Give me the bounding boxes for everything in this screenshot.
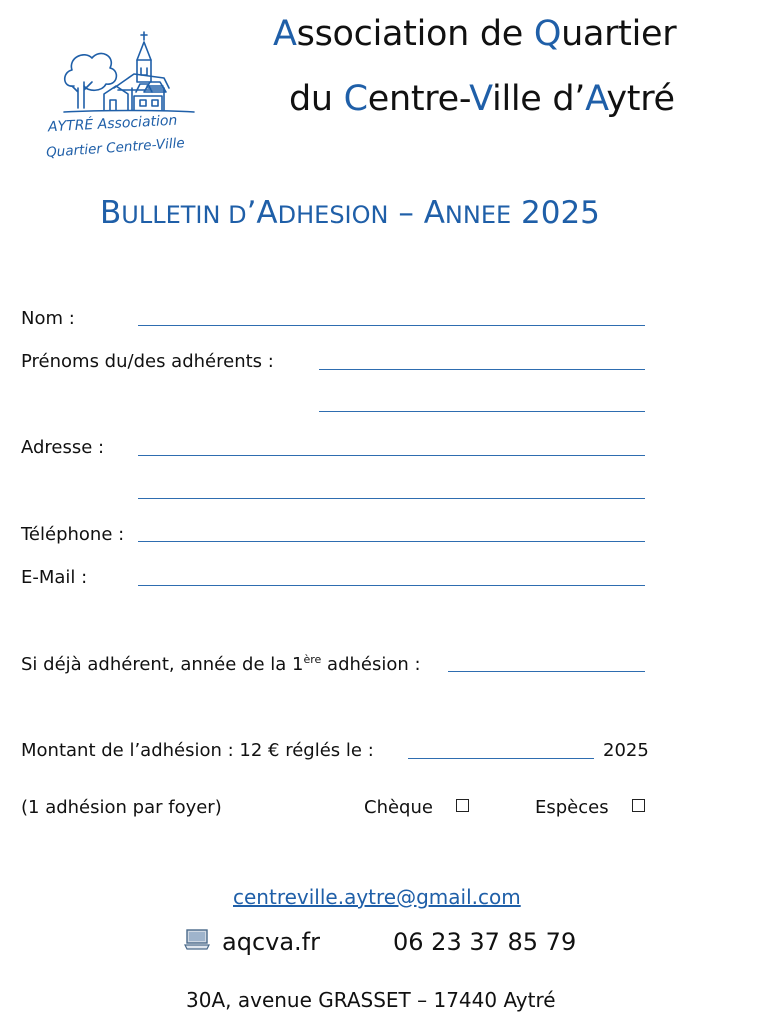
heading-smallcaps: DHESION [277,201,389,229]
association-logo [44,30,216,166]
logo-text-line1: AYTRÉ Association [47,112,178,136]
especes-option [535,797,645,818]
contact-email-link[interactable]: centreville.aytre@gmail.com [233,885,521,909]
prenoms-label: Prénoms du/des adhérents : [21,351,274,372]
postal-address: 30A, avenue GRASSET – 17440 Aytré [186,988,556,1012]
ordinal-suffix: ère [303,653,322,666]
adresse-field-line-2[interactable] [138,498,645,499]
computer-icon [184,929,210,951]
title-initial: Q [533,14,562,54]
prenoms-field-line-2[interactable] [319,411,645,412]
especes-label: Espèces [535,797,609,818]
association-title-line2 [289,79,675,119]
heading-smallcaps: NNEE [444,201,512,229]
first-membership-year-line[interactable] [448,671,645,672]
first-membership-label [21,653,421,675]
nom-field-line[interactable] [138,325,645,326]
cheque-option [364,797,469,818]
title-initial: A [585,79,607,119]
logo-drawing [44,30,216,120]
foyer-note: (1 adhésion par foyer) [21,797,222,818]
title-text: ytré [606,79,675,119]
logo-text-line2: Quartier Centre-Ville [45,135,186,161]
payment-year: 2025 [603,740,649,761]
title-initial: C [343,79,368,119]
cheque-label: Chèque [364,797,433,818]
title-initial: A [273,14,297,54]
nom-label: Nom : [21,308,75,329]
first-membership-text: Si déjà adhérent, année de la 1 [21,654,304,675]
heading-cap: ’A [246,195,278,231]
title-text: ssociation de [296,14,534,54]
website-text: aqcva.fr [222,928,320,956]
payment-date-line[interactable] [408,758,594,759]
telephone-field-line[interactable] [138,541,645,542]
heading-cap: – A [388,195,445,231]
title-text: du [289,79,344,119]
title-text: ille d’ [492,79,586,119]
adresse-field-line-1[interactable] [138,455,645,456]
email-label: E-Mail : [21,567,88,588]
telephone-label: Téléphone : [21,524,125,545]
association-title-line1 [273,14,676,54]
first-membership-text: adhésion : [321,654,421,675]
heading-year: 2025 [511,195,600,231]
heading-cap: B [100,195,122,231]
title-text: entre- [367,79,470,119]
cheque-checkbox[interactable] [456,799,469,812]
bulletin-heading [100,195,600,231]
especes-checkbox[interactable] [632,799,645,812]
email-field-line[interactable] [138,585,645,586]
adresse-label: Adresse : [21,437,105,458]
phone-number: 06 23 37 85 79 [393,928,577,956]
montant-label: Montant de l’adhésion : 12 € réglés le : [21,740,374,761]
title-initial: V [469,79,493,119]
title-text: uartier [561,14,677,54]
heading-smallcaps: ULLETIN D [121,201,247,229]
prenoms-field-line-1[interactable] [319,369,645,370]
